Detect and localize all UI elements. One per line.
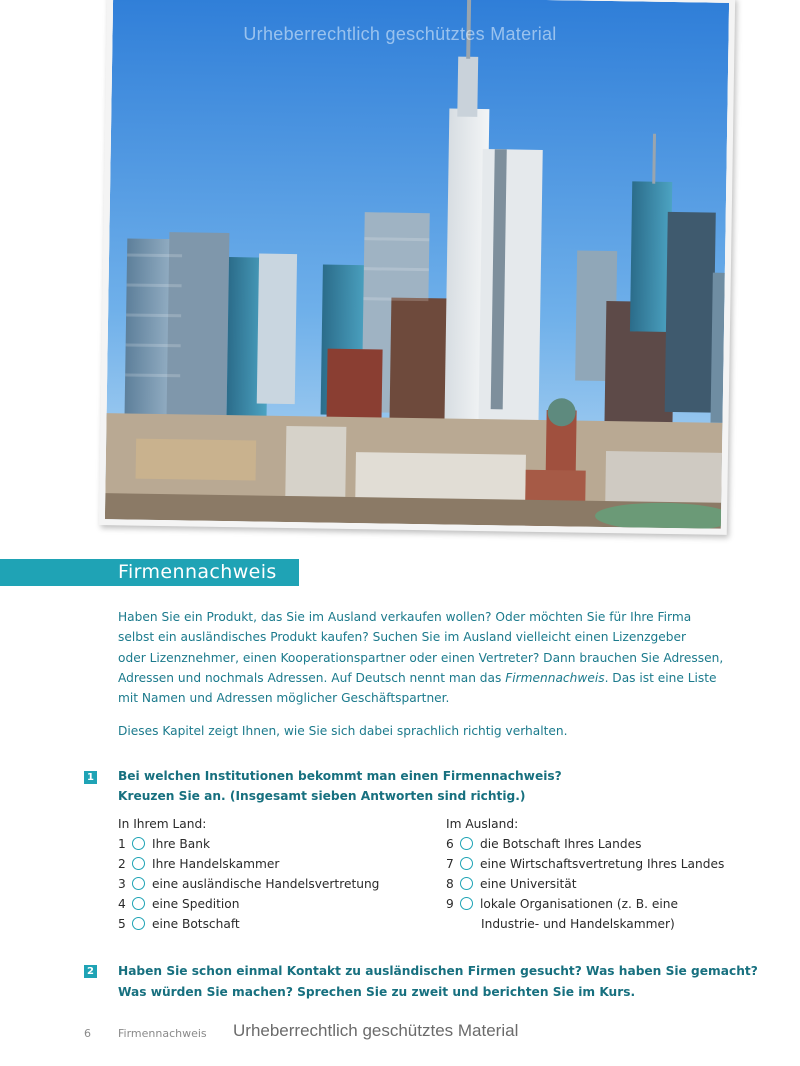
option-label: die Botschaft Ihres Landes — [480, 837, 642, 851]
option-number: 9 — [446, 897, 454, 911]
option-9[interactable] — [446, 894, 678, 914]
option-number: 5 — [118, 917, 126, 931]
option-6[interactable] — [446, 834, 641, 854]
option-1[interactable] — [118, 834, 210, 854]
watermark-top: Urheberrechtlich geschütztes Material — [243, 24, 557, 44]
option-number: 8 — [446, 877, 454, 891]
checkbox-circle[interactable] — [132, 857, 145, 870]
option-number: 6 — [446, 837, 454, 851]
column-home-country-title: In Ihrem Land: — [118, 817, 207, 831]
checkbox-circle[interactable] — [460, 877, 473, 890]
intro-line: selbst ein ausländisches Produkt kaufen? Suchen Sie im Ausland vielleicht einen Lizenzgeber — [118, 630, 687, 645]
intro-paragraph — [118, 607, 738, 708]
checkbox-circle[interactable] — [460, 857, 473, 870]
intro-line: Haben Sie ein Produkt, das Sie im Ausland verkaufen wollen? Oder möchten Sie für Ihre Firma — [118, 610, 692, 624]
option-number: 1 — [118, 837, 126, 851]
intro-line4-start: Adressen und nochmals Adressen. Auf Deutsch nennt man das — [118, 670, 506, 685]
intro-term-emphasis: Firmennachweis — [505, 670, 605, 685]
option-5[interactable] — [118, 914, 240, 934]
column-abroad-title: Im Ausland: — [446, 817, 519, 831]
watermark-bottom: Urheberrechtlich geschütztes Material — [233, 1021, 519, 1040]
checkbox-circle[interactable] — [460, 897, 473, 910]
skyline-illustration — [105, 0, 729, 529]
option-4[interactable] — [118, 894, 239, 914]
option-label: Ihre Handelskammer — [152, 857, 280, 871]
section-title: Firmennachweis — [118, 561, 277, 583]
option-number: 2 — [118, 857, 126, 871]
option-number: 4 — [118, 897, 126, 911]
task-2-instruction: Was würden Sie machen? Sprechen Sie zu zweit und berichten Sie im Kurs. — [118, 985, 636, 999]
task-1-question: Bei welchen Institutionen bekommt man einen Firmennachweis? — [118, 769, 562, 783]
skyline-photo-frame — [99, 0, 735, 535]
option-2[interactable] — [118, 854, 279, 874]
option-label: eine ausländische Handelsvertretung — [152, 877, 380, 891]
option-8[interactable] — [446, 874, 577, 894]
checkbox-circle[interactable] — [132, 837, 145, 850]
intro-chapter-note: Dieses Kapitel zeigt Ihnen, wie Sie sich dabei sprachlich richtig verhalten. — [118, 724, 568, 738]
option-label: eine Wirtschaftsvertretung Ihres Landes — [480, 857, 725, 871]
intro-line: oder Lizenznehmer, einen Kooperationspartner oder einen Vertreter? Dann brauchen Sie Adressen, — [118, 650, 724, 665]
checkbox-circle[interactable] — [132, 877, 145, 890]
checkbox-circle[interactable] — [460, 837, 473, 850]
intro-line: mit Namen und Adressen möglicher Geschäftspartner. — [118, 691, 450, 706]
task-2-question: Haben Sie schon einmal Kontakt zu ausländischen Firmen gesucht? Was haben Sie gemacht? — [118, 964, 758, 978]
intro-line4-end: . Das ist eine Liste — [604, 670, 717, 685]
option-3[interactable] — [118, 874, 379, 894]
option-9-continuation: Industrie- und Handelskammer) — [481, 917, 675, 931]
option-label: eine Spedition — [152, 897, 240, 911]
checkbox-circle[interactable] — [132, 897, 145, 910]
option-label: eine Universität — [480, 877, 577, 891]
task-1-instruction: Kreuzen Sie an. (Insgesamt sieben Antworten sind richtig.) — [118, 789, 526, 803]
option-number: 7 — [446, 857, 454, 871]
page-number: 6 — [84, 1027, 91, 1040]
footer-chapter-title: Firmennachweis — [118, 1027, 207, 1040]
task-2-number: 2 — [84, 965, 97, 978]
intro-line — [118, 668, 738, 688]
option-7[interactable] — [446, 854, 724, 874]
task-1-number: 1 — [84, 771, 97, 784]
option-number: 3 — [118, 877, 126, 891]
checkbox-circle[interactable] — [132, 917, 145, 930]
option-label: lokale Organisationen (z. B. eine — [480, 897, 678, 911]
skyline-photo — [105, 0, 729, 529]
option-label: Ihre Bank — [152, 837, 211, 851]
option-label: eine Botschaft — [152, 917, 240, 931]
